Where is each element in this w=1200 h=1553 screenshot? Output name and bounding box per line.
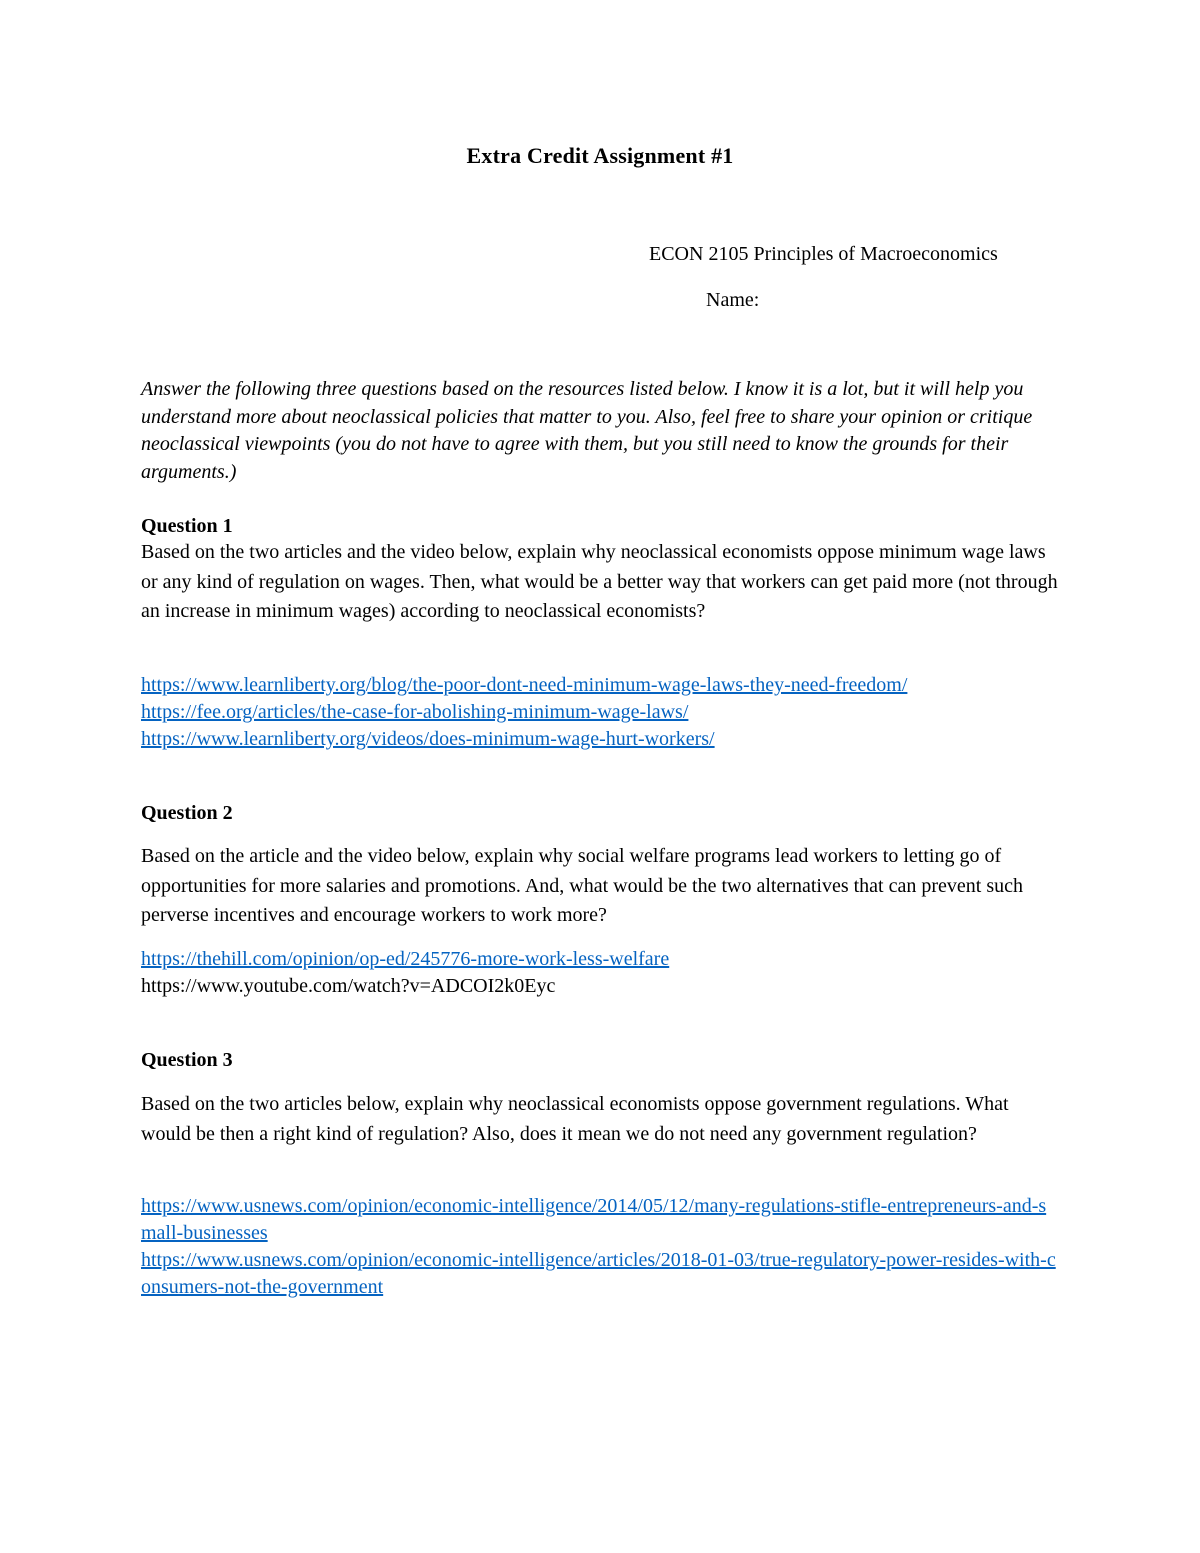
name-label: Name: bbox=[706, 289, 760, 311]
question-1-body: Based on the two articles and the video below, explain why neoclassical economists oppose minimum wage laws or any kind of regulation on wages. Then, what would be a better way that workers can get paid more (not through an increase in minimum wages) according to neoclassical economists? bbox=[141, 541, 1058, 622]
question-3-body: Based on the two articles below, explain why neoclassical economists oppose government regulations. What would be then a right kind of regulation? Also, does it mean we do not need any government regulation? bbox=[141, 1093, 1009, 1145]
question-2-body: Based on the article and the video below, explain why social welfare programs lead workers to letting go of opportunities for more salaries and promotions. And, what would be the two alternatives that can prevent such perverse incentives and encourage workers to work more? bbox=[141, 845, 1024, 926]
question-2-video-url: https://www.youtube.com/watch?v=ADCOI2k0Eyc bbox=[141, 975, 556, 997]
question-2-link-1[interactable]: https://thehill.com/opinion/op-ed/245776-more-work-less-welfare bbox=[141, 948, 670, 970]
instructions-paragraph: Answer the following three questions based on the resources listed below. I know it is a lot, but it will help you understand more about neoclassical policies that matter to you. Also, feel free to share your opinion or critique neoclassical viewpoints (you do not have to agree with them, but you still need to know the grounds for their arguments.) bbox=[141, 378, 1033, 483]
question-1-links bbox=[141, 672, 1061, 753]
course-name: ECON 2105 Principles of Macroeconomics bbox=[649, 243, 998, 265]
question-3-link-1[interactable]: https://www.usnews.com/opinion/economic-intelligence/2014/05/12/many-regulations-stifle-entrepreneurs-and-small-businesses bbox=[141, 1195, 1047, 1244]
question-1-link-1[interactable]: https://www.learnliberty.org/blog/the-poor-dont-need-minimum-wage-laws-they-need-freedom/ bbox=[141, 674, 908, 696]
question-3-heading: Question 3 bbox=[141, 1049, 233, 1071]
question-3-links bbox=[141, 1193, 1061, 1301]
question-3-link-2[interactable]: https://www.usnews.com/opinion/economic-intelligence/articles/2018-01-03/true-regulatory-power-resides-with-consumers-not-the-government bbox=[141, 1249, 1056, 1298]
question-2-heading: Question 2 bbox=[141, 802, 233, 824]
question-2-links bbox=[141, 946, 1061, 1000]
question-1-link-2[interactable]: https://fee.org/articles/the-case-for-abolishing-minimum-wage-laws/ bbox=[141, 701, 689, 723]
question-1-heading: Question 1 bbox=[141, 515, 233, 537]
document-title: Extra Credit Assignment #1 bbox=[466, 143, 734, 168]
question-1-link-3[interactable]: https://www.learnliberty.org/videos/does-minimum-wage-hurt-workers/ bbox=[141, 728, 715, 750]
